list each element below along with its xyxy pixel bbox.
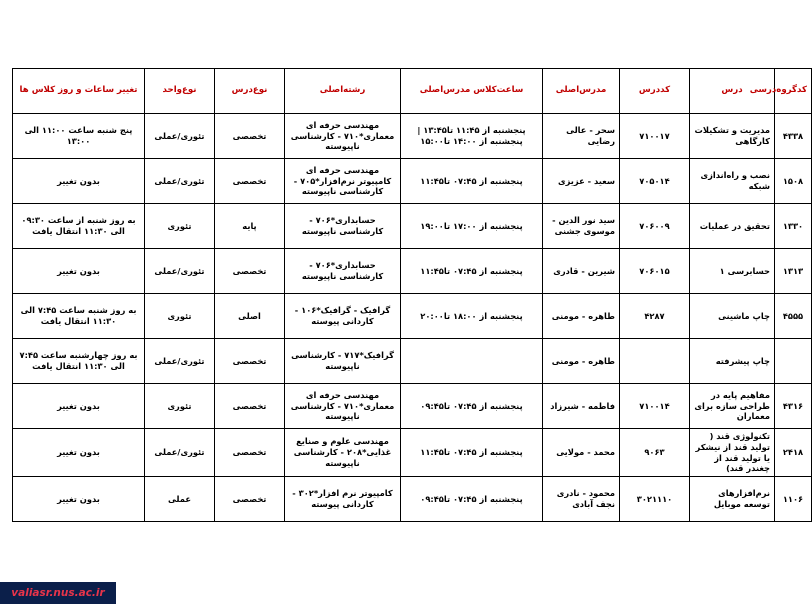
table-row <box>13 249 812 294</box>
cell-change: به روز شنبه از ساعت ۰۹:۳۰ الی ۱۱:۳۰ انتقال یافت <box>13 204 145 249</box>
cell-class-time: پنجشنبه از ۰۷:۴۵ تا۱۱:۴۵ <box>401 249 543 294</box>
header-teacher: مدرس‌اصلی <box>543 69 620 114</box>
cell-class-time: پنجشنبه از ۱۷:۰۰ تا۱۹:۰۰ <box>401 204 543 249</box>
cell-unit-type: تئوری <box>145 204 215 249</box>
cell-unit-type: تئوری/عملی <box>145 249 215 294</box>
cell-teacher: شیرین - قادری <box>543 249 620 294</box>
cell-field: گرافیک - گرافیک*۱۰۶ - کاردانی پیوسته <box>285 294 401 339</box>
cell-field: کامپیوتر نرم افزار*۳۰۲ - کاردانی پیوسته <box>285 477 401 522</box>
cell-class-time: پنجشنبه از ۰۷:۴۵ تا۱۱:۴۵ <box>401 429 543 477</box>
cell-course-type: تخصصی <box>215 384 285 429</box>
cell-course-type: تخصصی <box>215 249 285 294</box>
header-course-code: کددرس <box>620 69 690 114</box>
cell-class-time: پنجشنبه از ۰۷:۴۵ تا۰۹:۴۵ <box>401 477 543 522</box>
header-unit-type: نوع‌واحد <box>145 69 215 114</box>
cell-course-type: تخصصی <box>215 429 285 477</box>
cell-course-code: ۷۱۰۰۱۴ <box>620 384 690 429</box>
cell-class-time: پنجشنبه از ۱۱:۴۵ تا۱۳:۴۵ | پنجشنبه از ۱۴:۰۰ تا۱۵:۰۰ <box>401 114 543 159</box>
cell-change: به روز چهارشنبه ساعت ۷:۴۵ الی ۱۱:۳۰ انتقال یافت <box>13 339 145 384</box>
cell-course-code: ۴۲۸۷ <box>620 294 690 339</box>
cell-course: حسابرسی ۱ <box>690 249 775 294</box>
header-course: درس <box>690 69 775 114</box>
cell-group-code: ۱۳۳۰ <box>775 204 812 249</box>
cell-group-code <box>775 339 812 384</box>
cell-teacher: طاهره - مومنی <box>543 339 620 384</box>
cell-course: نصب و راه‌اندازی شبکه <box>690 159 775 204</box>
cell-course-type: تخصصی <box>215 114 285 159</box>
cell-course: چاپ ماشینی <box>690 294 775 339</box>
cell-group-code: ۱۳۱۳ <box>775 249 812 294</box>
cell-course-code: ۷۰۶۰۱۵ <box>620 249 690 294</box>
cell-group-code: ۴۳۱۶ <box>775 384 812 429</box>
cell-unit-type: عملی <box>145 477 215 522</box>
cell-course-code: ۷۰۵۰۱۴ <box>620 159 690 204</box>
cell-change: پنج شنبه ساعت ۱۱:۰۰ الی ۱۳:۰۰ <box>13 114 145 159</box>
cell-teacher: سعید - عزیزی <box>543 159 620 204</box>
cell-unit-type: تئوری/عملی <box>145 429 215 477</box>
header-row <box>13 69 812 114</box>
header-class-time: ساعت‌کلاس مدرس‌اصلی <box>401 69 543 114</box>
cell-teacher: فاطمه - شیرزاد <box>543 384 620 429</box>
cell-field: مهندسی علوم و صنایع غذایی*۲۰۸ - کارشناسی ناپیوسته <box>285 429 401 477</box>
cell-teacher: سید نور الدین - موسوی جشنی <box>543 204 620 249</box>
cell-course-type: تخصصی <box>215 477 285 522</box>
cell-field: مهندسی حرفه ای معماری*۷۱۰ - کارشناسی ناپیوسته <box>285 384 401 429</box>
cell-change: بدون تغییر <box>13 159 145 204</box>
cell-teacher: سحر - عالی رضایی <box>543 114 620 159</box>
cell-change: بدون تغییر <box>13 429 145 477</box>
header-group-code: کدگروه‌درسی <box>775 69 812 114</box>
cell-teacher: محمد - مولایی <box>543 429 620 477</box>
cell-course: تحقیق در عملیات <box>690 204 775 249</box>
cell-change: بدون تغییر <box>13 249 145 294</box>
cell-unit-type: تئوری/عملی <box>145 114 215 159</box>
cell-course-type: پایه <box>215 204 285 249</box>
table-row <box>13 384 812 429</box>
cell-field: گرافیک*۷۱۷ - کارشناسی ناپیوسته <box>285 339 401 384</box>
cell-field: مهندسی حرفه ای کامپیوتر نرم‌افزار*۷۰۵ - کارشناسی ناپیوسته <box>285 159 401 204</box>
table-row <box>13 339 812 384</box>
cell-class-time <box>401 339 543 384</box>
cell-course-code: ۹۰۶۳ <box>620 429 690 477</box>
cell-field: مهندسی حرفه ای معماری*۷۱۰ - کارشناسی ناپیوسته <box>285 114 401 159</box>
table-row <box>13 204 812 249</box>
site-footer-badge: valiasr.nus.ac.ir <box>0 582 116 604</box>
cell-change: بدون تغییر <box>13 384 145 429</box>
header-change: تغییر ساعات و روز کلاس ها <box>13 69 145 114</box>
table-row <box>13 294 812 339</box>
cell-class-time: پنجشنبه از ۰۷:۴۵ تا۱۱:۴۵ <box>401 159 543 204</box>
cell-course: نرم‌افزارهای توسعه موبایل <box>690 477 775 522</box>
cell-field: حسابداری*۷۰۶ - کارشناسی ناپیوسته <box>285 249 401 294</box>
cell-teacher: محمود - نادری نجف آبادی <box>543 477 620 522</box>
cell-group-code: ۱۵۰۸ <box>775 159 812 204</box>
cell-course-type: تخصصی <box>215 339 285 384</box>
cell-unit-type: تئوری <box>145 384 215 429</box>
cell-course: تکنولوژی قند ( تولید قند از نیشکر یا تولید قند از چغندر قند) <box>690 429 775 477</box>
cell-group-code: ۴۳۳۸ <box>775 114 812 159</box>
table-row <box>13 477 812 522</box>
table-row <box>13 114 812 159</box>
cell-course-code <box>620 339 690 384</box>
cell-course-code: ۳۰۲۱۱۱۰ <box>620 477 690 522</box>
cell-course: مدیریت و تشکیلات کارگاهی <box>690 114 775 159</box>
cell-course-code: ۷۰۶۰۰۹ <box>620 204 690 249</box>
cell-group-code: ۴۵۵۵ <box>775 294 812 339</box>
cell-unit-type: تئوری/عملی <box>145 339 215 384</box>
cell-course-code: ۷۱۰۰۱۷ <box>620 114 690 159</box>
cell-group-code: ۲۴۱۸ <box>775 429 812 477</box>
header-field: رشته‌اصلی <box>285 69 401 114</box>
cell-change: بدون تغییر <box>13 477 145 522</box>
header-course-type: نوع‌درس <box>215 69 285 114</box>
cell-course-type: تخصصی <box>215 159 285 204</box>
cell-course: مفاهیم پایه در طراحی سازه برای معماران <box>690 384 775 429</box>
cell-group-code: ۱۱۰۶ <box>775 477 812 522</box>
cell-class-time: پنجشنبه از ۰۷:۴۵ تا۰۹:۴۵ <box>401 384 543 429</box>
cell-field: حسابداری*۷۰۶ - کارشناسی ناپیوسته <box>285 204 401 249</box>
cell-unit-type: تئوری <box>145 294 215 339</box>
table-row <box>13 159 812 204</box>
cell-course-type: اصلی <box>215 294 285 339</box>
cell-change: به روز شنبه ساعت ۷:۴۵ الی ۱۱:۳۰ انتقال یافت <box>13 294 145 339</box>
schedule-table <box>12 68 812 522</box>
table-row <box>13 429 812 477</box>
cell-teacher: طاهره - مومنی <box>543 294 620 339</box>
cell-course: چاپ پیشرفته <box>690 339 775 384</box>
cell-class-time: پنجشنبه از ۱۸:۰۰ تا۲۰:۰۰ <box>401 294 543 339</box>
cell-unit-type: تئوری/عملی <box>145 159 215 204</box>
